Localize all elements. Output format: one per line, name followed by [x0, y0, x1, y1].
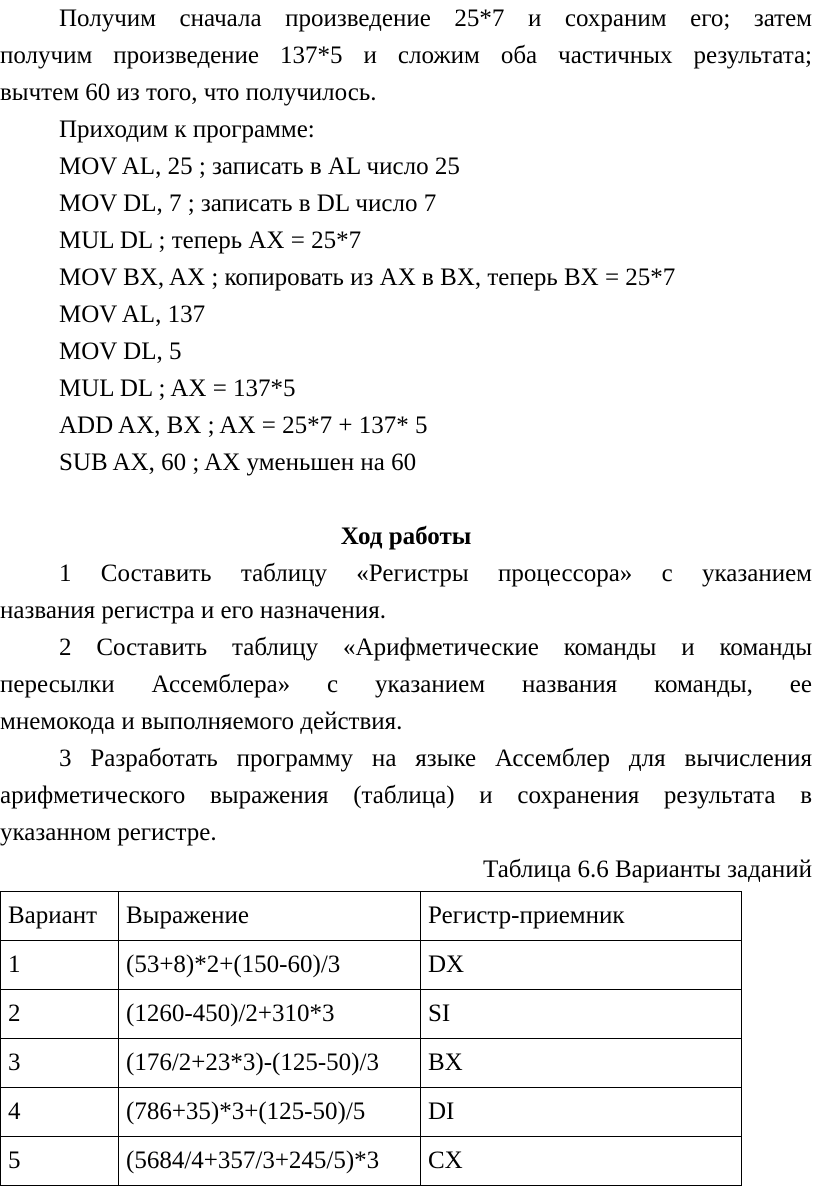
- cell-variant: 4: [1, 1088, 119, 1137]
- task-line: 1 Составить таблицу «Регистры процессора» с указанием: [59, 560, 812, 587]
- code-line: MUL DL ; теперь AX = 25*7: [59, 227, 362, 254]
- header-register: Регистр-приемник: [421, 892, 742, 941]
- task-line: мнемокода и выполняемого действия.: [0, 708, 403, 735]
- cell-variant: 3: [1, 1039, 119, 1088]
- table-caption: Таблица 6.6 Варианты заданий: [483, 856, 812, 883]
- intro-line-2: получим произведение 137*5 и сложим оба частичных результата;: [0, 42, 812, 69]
- code-line: MOV AL, 137: [59, 301, 206, 328]
- cell-register: BX: [421, 1039, 742, 1088]
- table-header-row: [1, 892, 742, 941]
- cell-expression: (5684/4+357/3+245/5)*3: [119, 1137, 421, 1186]
- table-row: [1, 941, 742, 990]
- section-title: Ход работы: [340, 523, 472, 550]
- intro-line-1: Получим сначала произведение 25*7 и сохраним его; затем: [59, 5, 812, 32]
- table-row: [1, 990, 742, 1039]
- code-line: MOV BX, AX ; копировать из AX в BX, теперь BX = 25*7: [59, 264, 676, 291]
- program-intro: Приходим к программе:: [59, 116, 315, 143]
- cell-variant: 1: [1, 941, 119, 990]
- cell-expression: (1260-450)/2+310*3: [119, 990, 421, 1039]
- cell-expression: (176/2+23*3)-(125-50)/3: [119, 1039, 421, 1088]
- cell-register: DI: [421, 1088, 742, 1137]
- cell-register: SI: [421, 990, 742, 1039]
- task-line: 3 Разработать программу на языке Ассемблер для вычисления: [59, 745, 812, 772]
- task-line: названия регистра и его назначения.: [0, 597, 386, 624]
- cell-register: DX: [421, 941, 742, 990]
- task-line: пересылки Ассемблера» с указанием названия команды, ее: [0, 671, 812, 698]
- code-line: MOV AL, 25 ; записать в AL число 25: [59, 153, 460, 180]
- header-expression: Выражение: [119, 892, 421, 941]
- code-line: MOV DL, 7 ; записать в DL число 7: [59, 190, 437, 217]
- header-variant: Вариант: [1, 892, 119, 941]
- cell-expression: (53+8)*2+(150-60)/3: [119, 941, 421, 990]
- cell-variant: 2: [1, 990, 119, 1039]
- table-row: [1, 1039, 742, 1088]
- code-line: MOV DL, 5: [59, 338, 182, 365]
- cell-variant: 5: [1, 1137, 119, 1186]
- variants-table: [0, 891, 742, 1186]
- task-line: арифметического выражения (таблица) и сохранения результата в: [0, 782, 812, 809]
- task-line: 2 Составить таблицу «Арифметические команды и команды: [59, 634, 812, 661]
- code-line: MUL DL ; AX = 137*5: [59, 375, 296, 402]
- cell-expression: (786+35)*3+(125-50)/5: [119, 1088, 421, 1137]
- table-row: [1, 1137, 742, 1186]
- cell-register: CX: [421, 1137, 742, 1186]
- task-line: указанном регистре.: [0, 819, 217, 846]
- code-line: ADD AX, BX ; AX = 25*7 + 137* 5: [59, 412, 428, 439]
- code-line: SUB AX, 60 ; AX уменьшен на 60: [59, 449, 417, 476]
- intro-line-3: вычтем 60 из того, что получилось.: [0, 79, 377, 106]
- table-row: [1, 1088, 742, 1137]
